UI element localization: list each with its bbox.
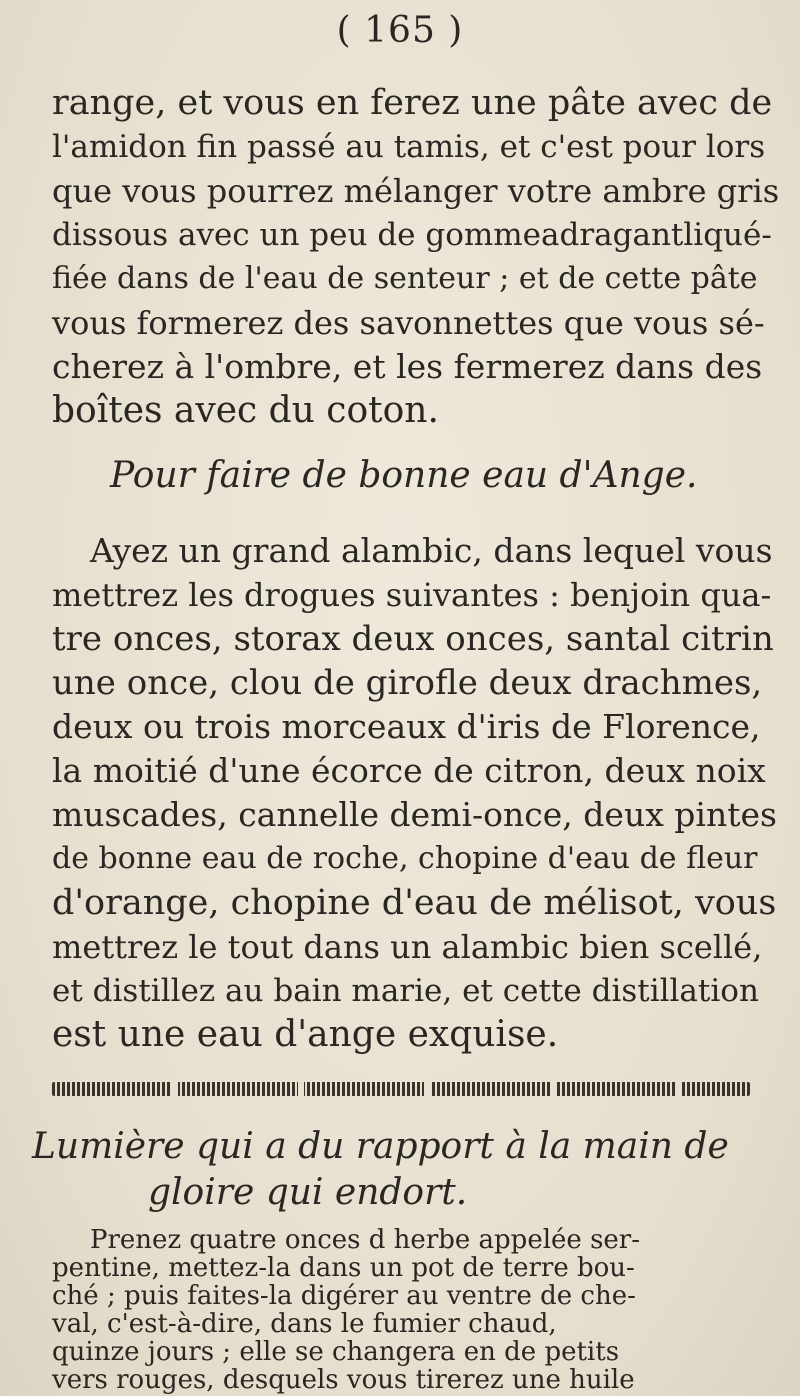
text-line: cherez à l'ombre, et les fermerez dans des	[52, 347, 763, 386]
text-line: fiée dans de l'eau de senteur ; et de cette pâte	[52, 261, 758, 296]
text-line: val, c'est-à-dire, dans le fumier chaud,	[52, 1309, 557, 1339]
section-title-line: gloire qui endort.	[148, 1172, 468, 1213]
text-line: mettrez les drogues suivantes : benjoin qua-	[52, 576, 772, 614]
text-line: pentine, mettez-la dans un pot de terre bou-	[52, 1253, 635, 1283]
text-line: une once, clou de girofle deux drachmes,	[52, 663, 763, 703]
text-line: Prenez quatre onces d herbe appelée ser-	[90, 1225, 641, 1255]
section-title: Pour faire de bonne eau d'Ange.	[110, 455, 698, 496]
text-line: est une eau d'ange exquise.	[52, 1014, 559, 1055]
decorative-rule	[52, 1082, 750, 1096]
text-line: vous formerez des savonnettes que vous sé-	[52, 304, 765, 342]
text-line: mettrez le tout dans un alambic bien scellé,	[52, 928, 763, 966]
text-line: deux ou trois morceaux d'iris de Florence,	[52, 707, 761, 746]
text-line: que vous pourrez mélanger votre ambre gris	[52, 172, 780, 210]
page-number: ( 165 )	[336, 10, 464, 51]
text-line: dissous avec un peu de gommeadragantliqué-	[52, 217, 772, 253]
text-line: ché ; puis faites-la digérer au ventre de che-	[52, 1281, 636, 1311]
text-line: d'orange, chopine d'eau de mélisot, vous	[52, 883, 777, 923]
section-title-line: Lumière qui a du rapport à la main de	[32, 1126, 729, 1167]
text-line: Ayez un grand alambic, dans lequel vous	[90, 531, 773, 570]
text-line: et distillez au bain marie, et cette distillation	[52, 973, 759, 1009]
text-line: range, et vous en ferez une pâte avec de	[52, 83, 773, 123]
text-line: l'amidon fin passé au tamis, et c'est pour lors	[52, 129, 766, 165]
text-line: boîtes avec du coton.	[52, 390, 439, 431]
text-line: tre onces, storax deux onces, santal citrin	[52, 619, 774, 659]
text-line: de bonne eau de roche, chopine d'eau de fleur	[52, 841, 758, 876]
text-line: quinze jours ; elle se changera en de petits	[52, 1337, 620, 1367]
text-line: muscades, cannelle demi-once, deux pintes	[52, 795, 777, 834]
text-line: vers rouges, desquels vous tirerez une huile	[52, 1365, 635, 1395]
text-line: la moitié d'une écorce de citron, deux noix	[52, 751, 766, 790]
